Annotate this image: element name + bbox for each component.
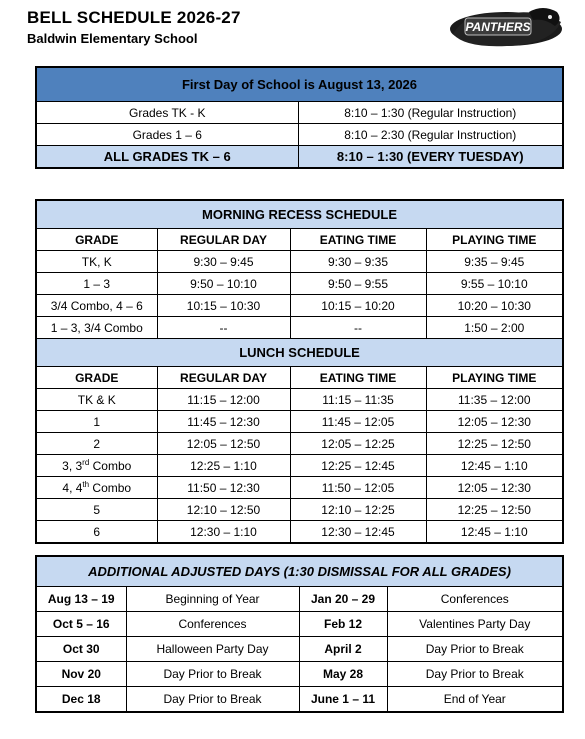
table-cell: 11:50 – 12:05 [290,477,426,499]
table-cell: 11:35 – 12:00 [426,389,563,411]
table-cell: 10:20 – 10:30 [426,295,563,317]
table-row [36,273,563,295]
column-header: GRADE [36,367,157,389]
table-row [36,521,563,544]
column-header: EATING TIME [290,367,426,389]
table-cell: 12:10 – 12:25 [290,499,426,521]
table-cell: 9:55 – 10:10 [426,273,563,295]
adjusted-days-title: ADDITIONAL ADJUSTED DAYS (1:30 DISMISSAL FOR ALL GRADES) [36,556,563,587]
date-cell: Oct 5 – 16 [36,612,126,637]
lunch-column-headers [36,367,563,389]
first-day-table [35,66,564,169]
table-cell: 3/4 Combo, 4 – 6 [36,295,157,317]
table-cell: 11:45 – 12:30 [157,411,290,433]
date-cell: Feb 12 [299,612,387,637]
table-row [36,455,563,477]
adjusted-days-table [35,555,564,713]
recess-lunch-table [35,199,564,544]
table-cell: 12:05 – 12:30 [426,477,563,499]
table-cell: 9:30 – 9:45 [157,251,290,273]
table-cell: 1:50 – 2:00 [426,317,563,339]
table-cell: 12:25 – 12:50 [426,433,563,455]
table-cell: 12:05 – 12:25 [290,433,426,455]
event-cell: Day Prior to Break [387,662,563,687]
event-cell: Day Prior to Break [126,687,299,713]
table-cell: 6 [36,521,157,544]
table-cell: 12:30 – 1:10 [157,521,290,544]
table-cell: 12:25 – 12:45 [290,455,426,477]
event-cell: Conferences [126,612,299,637]
table-cell: 12:05 – 12:50 [157,433,290,455]
table-row [36,662,563,687]
date-cell: Jan 20 – 29 [299,587,387,612]
all-grades-time: 8:10 – 1:30 (EVERY TUESDAY) [298,146,563,169]
time-cell: 8:10 – 2:30 (Regular Instruction) [298,124,563,146]
table-row [36,433,563,455]
all-grades-label: ALL GRADES TK – 6 [36,146,298,169]
table-cell: 12:25 – 12:50 [426,499,563,521]
table-cell: -- [290,317,426,339]
table-row [36,587,563,612]
lunch-title: LUNCH SCHEDULE [36,339,563,367]
recess-column-headers [36,229,563,251]
first-day-title: First Day of School is August 13, 2026 [36,67,563,102]
table-row [36,317,563,339]
table-row [36,102,563,124]
table-cell: 12:05 – 12:30 [426,411,563,433]
table-cell: 10:15 – 10:20 [290,295,426,317]
table-cell: 11:50 – 12:30 [157,477,290,499]
table-cell: TK & K [36,389,157,411]
event-cell: Day Prior to Break [387,637,563,662]
table-row [36,499,563,521]
table-cell: 9:50 – 9:55 [290,273,426,295]
date-cell: Nov 20 [36,662,126,687]
table-cell: 11:45 – 12:05 [290,411,426,433]
grades-cell: Grades 1 – 6 [36,124,298,146]
table-row [36,295,563,317]
table-cell: 1 – 3 [36,273,157,295]
table-cell: 10:15 – 10:30 [157,295,290,317]
table-cell: 9:50 – 10:10 [157,273,290,295]
event-cell: End of Year [387,687,563,713]
table-row [36,389,563,411]
table-cell: 4, 4th Combo [36,477,157,499]
table-row [36,124,563,146]
table-row [36,411,563,433]
column-header: PLAYING TIME [426,367,563,389]
event-cell: Valentines Party Day [387,612,563,637]
table-row [36,251,563,273]
table-cell: 9:30 – 9:35 [290,251,426,273]
time-cell: 8:10 – 1:30 (Regular Instruction) [298,102,563,124]
table-cell: 2 [36,433,157,455]
table-cell: 12:45 – 1:10 [426,521,563,544]
school-name: Baldwin Elementary School [27,31,198,46]
table-cell: 1 [36,411,157,433]
date-cell: Aug 13 – 19 [36,587,126,612]
date-cell: Dec 18 [36,687,126,713]
event-cell: Day Prior to Break [126,662,299,687]
event-cell: Conferences [387,587,563,612]
table-cell: 3, 3rd Combo [36,455,157,477]
table-row [36,637,563,662]
table-cell: 12:45 – 1:10 [426,455,563,477]
table-row [36,612,563,637]
table-cell: -- [157,317,290,339]
column-header: REGULAR DAY [157,229,290,251]
table-cell: 5 [36,499,157,521]
all-grades-row [36,146,563,169]
table-cell: 1 – 3, 3/4 Combo [36,317,157,339]
table-cell: 12:10 – 12:50 [157,499,290,521]
date-cell: May 28 [299,662,387,687]
table-cell: 12:30 – 12:45 [290,521,426,544]
column-header: REGULAR DAY [157,367,290,389]
date-cell: Oct 30 [36,637,126,662]
panthers-logo [447,4,565,50]
column-header: GRADE [36,229,157,251]
logo-text: PANTHERS [465,20,531,34]
table-row [36,477,563,499]
grades-cell: Grades TK - K [36,102,298,124]
event-cell: Beginning of Year [126,587,299,612]
event-cell: Halloween Party Day [126,637,299,662]
column-header: PLAYING TIME [426,229,563,251]
date-cell: April 2 [299,637,387,662]
table-cell: 9:35 – 9:45 [426,251,563,273]
page-title: BELL SCHEDULE 2026-27 [27,8,241,27]
recess-title: MORNING RECESS SCHEDULE [36,200,563,229]
table-cell: TK, K [36,251,157,273]
column-header: EATING TIME [290,229,426,251]
table-cell: 12:25 – 1:10 [157,455,290,477]
table-cell: 11:15 – 11:35 [290,389,426,411]
table-cell: 11:15 – 12:00 [157,389,290,411]
table-row [36,687,563,713]
date-cell: June 1 – 11 [299,687,387,713]
